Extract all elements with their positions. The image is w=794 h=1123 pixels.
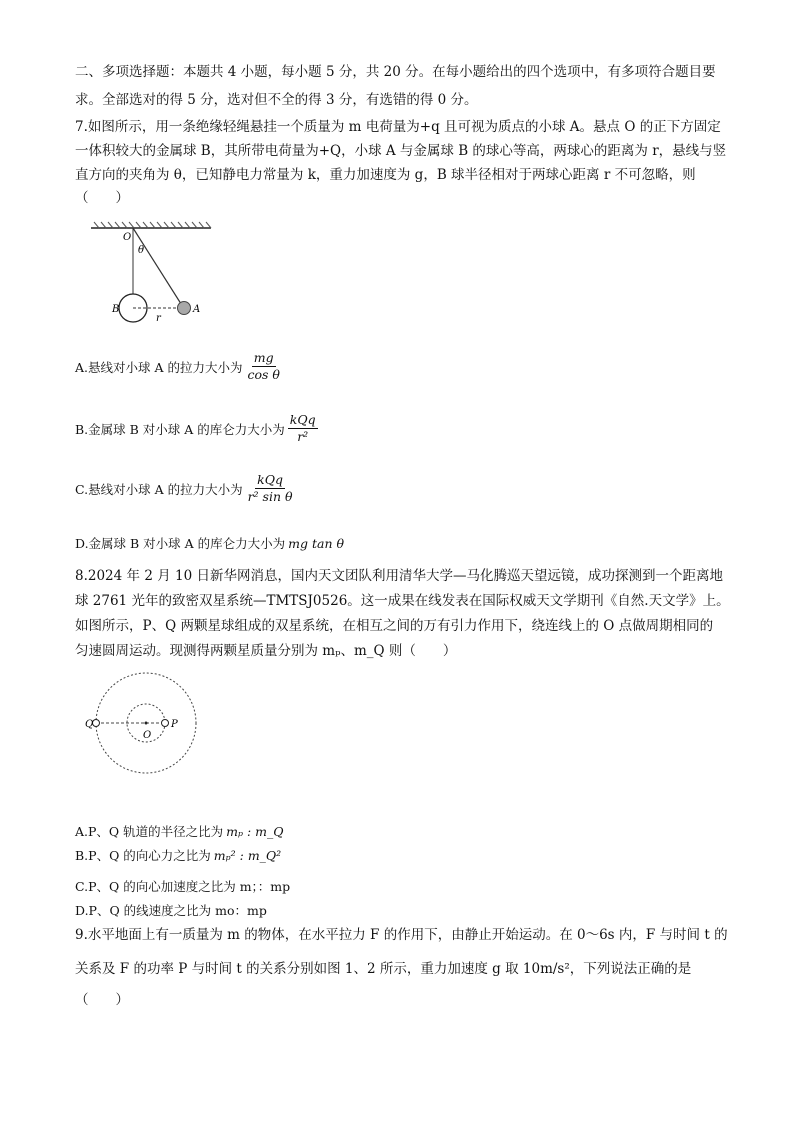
q7-option-c-denominator: r² sin θ — [247, 489, 293, 504]
q8-option-a-expression: mₚ : m_Q — [226, 823, 284, 839]
q8-stem-line-4: 匀速圆周运动。现测得两颗星质量分别为 mₚ、m_Q 则（ ） — [75, 643, 457, 659]
q8-option-c[interactable] — [75, 877, 290, 895]
q7-option-c-text: C.悬线对小球 A 的拉力大小为 — [75, 481, 243, 497]
q7-option-c-numerator: kQq — [257, 472, 283, 487]
q8-binary-star-figure — [82, 670, 212, 780]
q7-option-d-text: D.金属球 B 对小球 A 的库仑力大小为 — [75, 536, 286, 551]
q9-stem-line-1: 9.水平地面上有一质量为 m 的物体，在水平拉力 F 的作用下，由静止开始运动。在 0～6s 内，F 与时间 t 的 — [75, 927, 728, 943]
center-o — [145, 722, 148, 725]
q7-option-b[interactable] — [75, 412, 318, 445]
fig-label-r: r — [156, 313, 161, 324]
q8-option-b-expression: mₚ² : m_Q² — [213, 847, 282, 863]
q8-stem-line-1: 8.2024 年 2 月 10 日新华网消息，国内天文团队利用清华大学—马化腾巡天望远镜，成功探测到一个距离地 — [75, 568, 723, 584]
q7-option-a-denominator: cos θ — [247, 367, 280, 382]
fig-label-theta: θ — [138, 245, 145, 256]
fig-label-q: Q — [85, 719, 94, 730]
q8-stem-line-2: 球 2761 光年的致密双星系统—TMTSJ0526。这一成果在线发表在国际权威天文学期刊《自然.天文学》上。 — [75, 593, 730, 609]
q7-option-a-numerator: mg — [253, 350, 274, 365]
q8-option-d-text: D.P、Q 的线速度之比为 mo：mp — [75, 903, 267, 918]
q7-option-d[interactable] — [75, 534, 344, 552]
q7-answer-paren: （ ） — [75, 190, 129, 206]
q7-option-a-fraction — [245, 350, 281, 383]
q9-stem-line-2: 关系及 F 的功率 P 与时间 t 的关系分别如图 1、2 所示，重力加速度 g 取 10m/s²，下列说法正确的是 — [75, 961, 692, 977]
fig-label-o8: O — [143, 730, 152, 741]
star-p — [162, 720, 169, 727]
q7-option-a-text: A.悬线对小球 A 的拉力大小为 — [75, 359, 243, 375]
fig-label-o: O — [123, 232, 132, 243]
q8-option-b[interactable] — [75, 846, 281, 864]
q7-option-a[interactable] — [75, 350, 282, 383]
q8-option-a-text: A.P、Q 轨道的半径之比为 — [75, 824, 224, 839]
q7-option-b-fraction — [288, 412, 318, 445]
q7-option-d-expression: mg tan θ — [288, 535, 345, 551]
q7-stem-line-2: 一体积较大的金属球 B，其所带电荷量为+Q，小球 A 与金属球 B 的球心等高，两球心的距离为 r，悬线与竖 — [75, 143, 727, 159]
section-heading-line-1: 二、多项选择题：本题共 4 小题，每小题 5 分，共 20 分。在每小题给出的四个选项中，有多项符合题目要 — [75, 64, 716, 80]
q7-option-c[interactable] — [75, 472, 295, 505]
fig-label-p: P — [171, 719, 178, 730]
small-ball-a — [178, 302, 191, 315]
star-q — [93, 720, 100, 727]
q8-stem-line-3: 如图所示，P、Q 两颗星球组成的双星系统，在相互之间的万有引力作用下，绕连线上的 O 点做周期相同的 — [75, 618, 714, 634]
q8-option-c-text: C.P、Q 的向心加速度之比为 m；：mp — [75, 879, 291, 894]
fig-label-a: A — [193, 304, 201, 315]
section-heading-line-2: 求。全部选对的得 5 分，选对但不全的得 3 分，有选错的得 0 分。 — [75, 92, 478, 108]
fig-label-b: B — [112, 304, 120, 315]
q7-pendulum-figure — [86, 220, 216, 340]
q8-option-a[interactable] — [75, 822, 284, 840]
q9-answer-paren: （ ） — [75, 992, 129, 1008]
q7-option-b-denominator: r² — [297, 429, 309, 444]
q8-option-b-text: B.P、Q 的向心力之比为 — [75, 848, 211, 863]
q7-option-b-text: B.金属球 B 对小球 A 的库仑力大小为 — [75, 421, 285, 437]
q7-option-b-numerator: kQq — [289, 412, 316, 427]
q8-option-d[interactable] — [75, 901, 267, 919]
q7-stem-line-3: 直方向的夹角为 θ，已知静电力常量为 k，重力加速度为 g，B 球半径相对于两球心距离 r 不可忽略，则 — [75, 167, 696, 183]
q7-stem-line-1: 7.如图所示，用一条绝缘轻绳悬挂一个质量为 m 电荷量为+q 且可视为质点的小球 A。悬点 O 的正下方固定 — [75, 119, 721, 135]
q7-option-c-fraction — [246, 472, 295, 505]
